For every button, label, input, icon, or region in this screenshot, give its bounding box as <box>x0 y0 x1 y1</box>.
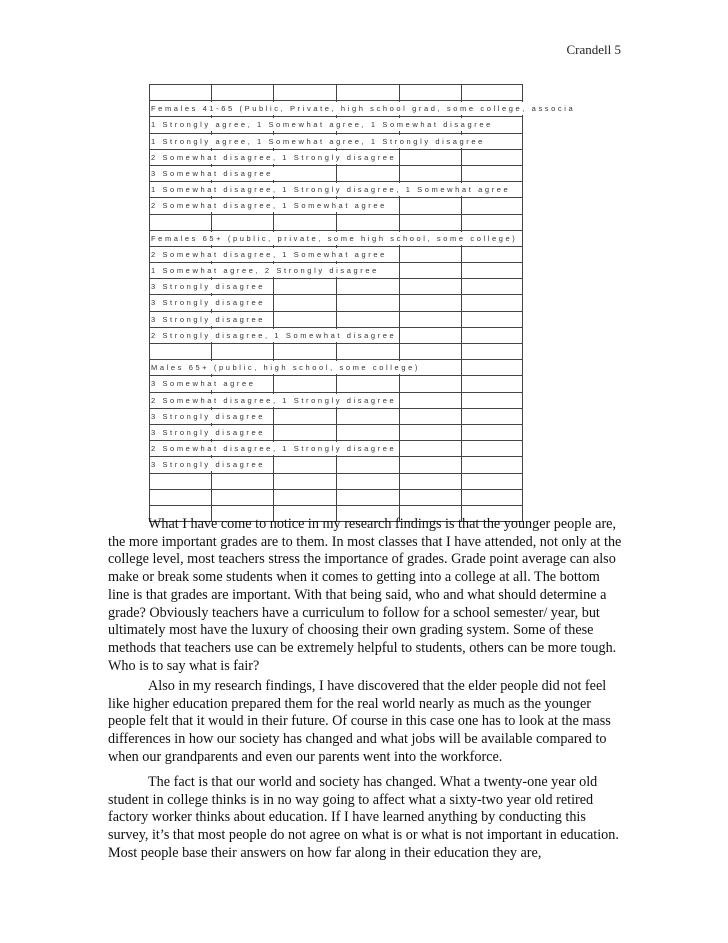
table-row <box>149 116 523 132</box>
table-row <box>149 214 523 230</box>
table-row <box>149 165 523 181</box>
table-row <box>149 327 523 343</box>
paragraph-text: Also in my research findings, I have discovered that the elder people did not feel like higher education prepared them for the real world nearly as much as the younger people felt that it would in their future. Of course in this case one has to look at the mass differences in how our society has changed and what jobs will be available compared to when our grandparents and even our parents went into the workforce. <box>108 678 611 765</box>
table-row <box>149 424 523 440</box>
table-cell-text: 3 Strongly disagree <box>151 280 268 293</box>
table-row <box>149 246 523 262</box>
table-cell-text: 3 Strongly disagree <box>151 296 268 309</box>
table-cell-text: 3 Somewhat disagree <box>151 167 276 180</box>
table-cell-text: 2 Somewhat disagree, 1 Strongly disagree <box>151 394 399 407</box>
table-row <box>149 181 523 197</box>
table-row <box>149 456 523 472</box>
table-cell-text: 1 Somewhat agree, 2 Strongly disagree <box>151 264 382 277</box>
paragraph-1 <box>108 516 623 675</box>
table-cell-text: 2 Somewhat disagree, 1 Strongly disagree <box>151 442 399 455</box>
table-cell-text: 1 Strongly agree, 1 Somewhat agree, 1 Somewhat disagree <box>151 118 496 131</box>
page-header: Crandell 5 <box>566 42 621 57</box>
table-cell-text: 2 Somewhat disagree, 1 Somewhat agree <box>151 248 390 261</box>
table-cell-text: 2 Somewhat disagree, 1 Somewhat agree <box>151 199 390 212</box>
table-row <box>149 473 523 489</box>
paragraph-3 <box>108 774 623 863</box>
table-cell-text: 1 Strongly agree, 1 Somewhat agree, 1 Strongly disagree <box>151 135 488 148</box>
table-row <box>149 230 523 246</box>
table-row <box>149 197 523 213</box>
table-row <box>149 343 523 359</box>
table-row <box>149 392 523 408</box>
survey-results-table <box>149 84 576 522</box>
paragraph-text: The fact is that our world and society has changed. What a twenty-one year old student in college thinks is in no way going to affect what a sixty-two year old retired factory worker thinks about education. If I have learned anything by conducting this survey, it’s that most people do not agree on what is or what is not important in education. Most people base their answers on how far along in their education they are, <box>108 774 619 861</box>
table-cell-text: 3 Strongly disagree <box>151 458 268 471</box>
table-cell-text: 3 Strongly disagree <box>151 426 268 439</box>
table-row <box>149 278 523 294</box>
table-row <box>149 359 523 375</box>
table-row <box>149 133 523 149</box>
table-row <box>149 440 523 456</box>
table-row <box>149 375 523 391</box>
table-cell-text: 3 Strongly disagree <box>151 410 268 423</box>
table-cell-text: 2 Strongly disagree, 1 Somewhat disagree <box>151 329 399 342</box>
table-row <box>149 408 523 424</box>
table-cell-text: 2 Somewhat disagree, 1 Strongly disagree <box>151 151 399 164</box>
table-row <box>149 489 523 505</box>
table-row <box>149 84 523 100</box>
table-row <box>149 149 523 165</box>
table-cell-text: 3 Somewhat agree <box>151 377 259 390</box>
table-cell-text: 3 Strongly disagree <box>151 313 268 326</box>
table-row <box>149 262 523 278</box>
paragraph-2 <box>108 678 623 767</box>
table-cell-text: Males 65+ (public, high school, some college) <box>151 361 423 374</box>
table-row <box>149 294 523 310</box>
paragraph-text: What I have come to notice in my research findings is that the younger people are, the more important grades are to them. In most classes that I have attended, not only at the college level, most teachers stress the importance of grades. Grade point average can also make or break some students when it comes to getting into a college at all. The bottom line is that grades are important. With that being said, who and what should determine a grade? Obviously teachers have a curriculum to follow for a school semester/ year, but ultimately most have the luxury of choosing their own grading system. Some of these methods that teachers use can be extremely helpful to students, others can be more tough. Who is to say what is fair? <box>108 516 622 674</box>
table-cell-text: Females 41-65 (Public, Private, high school grad, some college, associa <box>151 104 576 114</box>
table-row <box>149 311 523 327</box>
table-row <box>149 100 576 116</box>
table-cell-text: 1 Somewhat disagree, 1 Strongly disagree, 1 Somewhat agree <box>151 183 513 196</box>
table-cell-text: Females 65+ (public, private, some high school, some college) <box>151 232 520 245</box>
